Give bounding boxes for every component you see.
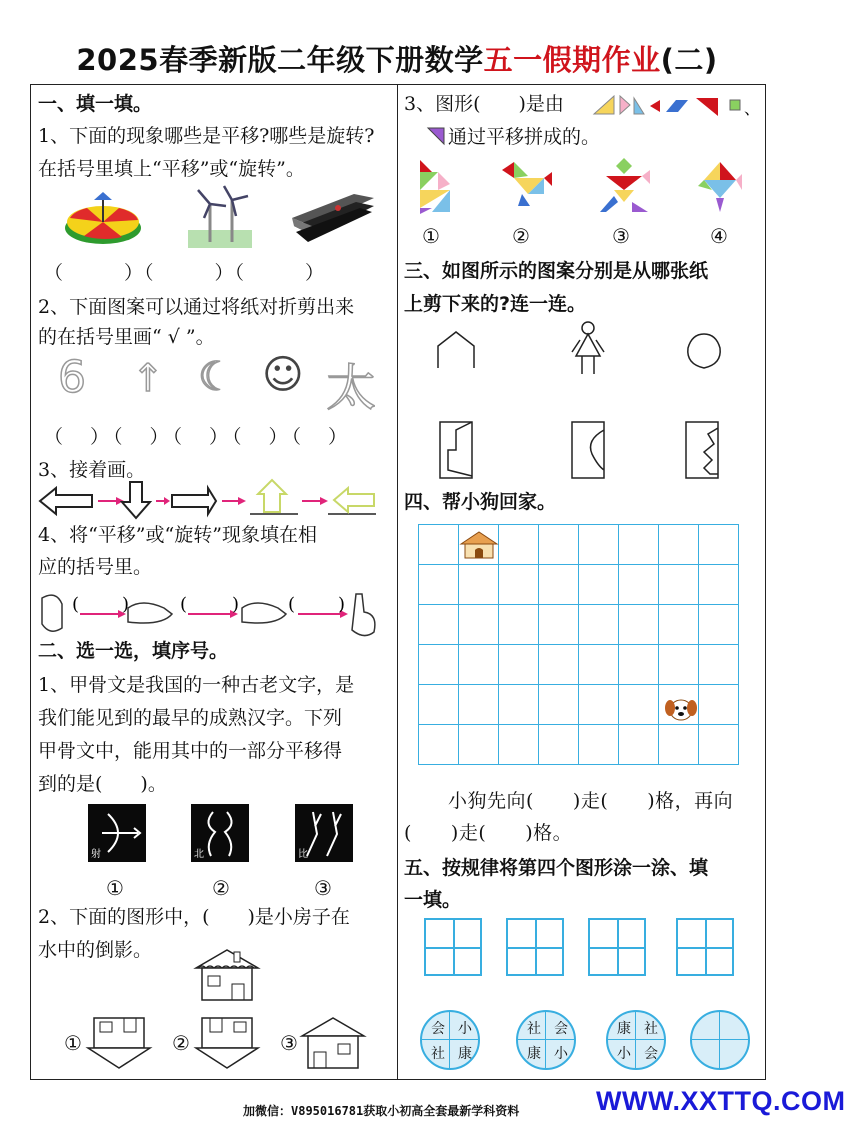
oracle-label-she: 射: [91, 849, 101, 860]
q1-line1: 1、下面的现象哪些是平移?哪些是旋转?: [38, 125, 375, 147]
q4-paren-close-1[interactable]: ): [122, 594, 130, 615]
house-reflection-1: [84, 1016, 154, 1072]
folded-paper-1: [438, 420, 474, 480]
arrow-up-icon: ↑: [132, 356, 164, 400]
option-3: ③: [314, 876, 332, 900]
tangram-figure-4: [696, 160, 744, 214]
section4-heading: 四、帮小狗回家。: [404, 491, 557, 513]
dog-grid: [418, 524, 739, 765]
folded-paper-2: [570, 420, 606, 480]
windmill-image: [188, 186, 252, 248]
smiley-icon: ☺: [262, 352, 304, 398]
option-2: ②: [212, 876, 230, 900]
q1-answer-parens[interactable]: （ ）（ ）（ ）: [44, 262, 326, 284]
s2q2-line1: 2、下面的图形中，( )是小房子在: [38, 906, 350, 928]
folded-paper-3: [684, 420, 720, 480]
section3-line1: 三、如图所示的图案分别是从哪张纸: [404, 260, 709, 282]
tangram-figure-2: [498, 160, 554, 212]
glyph-six-icon: 6: [58, 352, 86, 403]
char-tai-icon: 太: [326, 359, 376, 417]
pattern-square-2: [506, 918, 564, 976]
oracle-char-she: [88, 804, 146, 862]
figure-num-2: ②: [512, 224, 530, 248]
figure-num-4: ④: [710, 224, 728, 248]
s2q1-line3: 甲骨文中，能用其中的一部分平移得: [38, 740, 343, 762]
house-image: [192, 946, 262, 1002]
q2-line1: 2、下面图案可以通过将纸对折剪出来: [38, 296, 355, 318]
tangram-figure-3: [596, 156, 652, 214]
house-option-1: ①: [64, 1031, 82, 1055]
cut-shape-girl: [570, 320, 606, 378]
section5-line2: 一填。: [404, 889, 462, 911]
q2-line2: 的在括号里画“ √ ”。: [38, 326, 215, 348]
section5-line1: 五、按规律将第四个图形涂一涂、填: [404, 857, 709, 879]
cut-shape-house: [436, 330, 476, 370]
q2-answer-parens[interactable]: （ ）（ ）（ ）（ ）（ ）: [44, 426, 352, 448]
q4-paren-close-2[interactable]: ): [232, 594, 240, 615]
pattern-circle-3: 康 社 小 会: [606, 1010, 666, 1070]
hand-gestures-row: [36, 588, 386, 640]
dog-answer-line2[interactable]: ( )走( )格。: [404, 822, 573, 844]
tangram-purple-triangle: [426, 126, 446, 146]
house-option-3-image: [298, 1014, 368, 1070]
page-title: 2025春季新版二年级下册数学五一假期作业(二): [76, 43, 718, 77]
oracle-char-bi: [295, 804, 353, 862]
house-option-3: ③: [280, 1031, 298, 1055]
option-1: ①: [106, 876, 124, 900]
dog-icon: [664, 694, 698, 726]
section1-heading: 一、填一填。: [38, 93, 153, 115]
tangram-figure-1: [410, 156, 460, 216]
pattern-circle-2: 社 会 康 小: [516, 1010, 576, 1070]
arrow-sequence: [36, 480, 386, 522]
svg-text:、: 、: [744, 99, 761, 118]
figure-num-1: ①: [422, 224, 440, 248]
house-reflection-2: [192, 1016, 262, 1072]
s2q1-line2: 我们能见到的最早的成熟汉字。下列: [38, 707, 343, 729]
oracle-label-bei: 北: [194, 849, 204, 860]
section3-line2: 上剪下来的?连一连。: [404, 293, 587, 315]
pattern-circle-4-blank[interactable]: [690, 1010, 750, 1070]
site-logo[interactable]: WWW.XXTTQ.COM: [596, 1086, 845, 1116]
carousel-image: [62, 190, 144, 248]
q3-label: 3、接着画。: [38, 459, 146, 481]
s2q1-line1: 1、甲骨文是我国的一种古老文字，是: [38, 674, 355, 696]
r-q3-line2: 通过平移拼成的。: [448, 126, 601, 148]
cut-shape-peach: [684, 330, 724, 370]
s2q2-line2: 水中的倒影。: [38, 939, 153, 961]
escalator-image: [290, 192, 376, 248]
q4-paren-open-2[interactable]: (: [180, 594, 188, 615]
pattern-circle-1: 会 小 社 康: [420, 1010, 480, 1070]
pattern-square-3: [588, 918, 646, 976]
house-option-2: ②: [172, 1031, 190, 1055]
section2-heading: 二、选一选，填序号。: [38, 640, 229, 662]
moon-icon: ☾: [198, 354, 234, 400]
oracle-label-bi: 比: [298, 849, 308, 860]
dog-house-icon: [459, 530, 499, 560]
dog-answer-line1[interactable]: 小狗先向( )走( )格，再向: [448, 790, 734, 812]
pattern-square-1: [424, 918, 482, 976]
figure-num-3: ③: [612, 224, 630, 248]
column-divider: [397, 84, 398, 1080]
r-q3-line1: 3、图形( )是由: [404, 93, 564, 115]
q4-line2: 应的括号里。: [38, 556, 153, 578]
footer-note: 加微信：V895016781获取小初高全套最新学科资料: [243, 1104, 520, 1118]
pattern-square-4[interactable]: [676, 918, 734, 976]
s2q1-line4: 到的是( )。: [38, 773, 167, 795]
oracle-char-bei: [191, 804, 249, 862]
q4-paren-close-3[interactable]: ): [338, 594, 346, 615]
q4-paren-open-1[interactable]: (: [72, 594, 80, 615]
tangram-pieces: [592, 94, 776, 118]
q4-paren-open-3[interactable]: (: [288, 594, 296, 615]
q4-line1: 4、将“平移”或“旋转”现象填在相: [38, 524, 317, 546]
q1-line2: 在括号里填上“平移”或“旋转”。: [38, 158, 305, 180]
